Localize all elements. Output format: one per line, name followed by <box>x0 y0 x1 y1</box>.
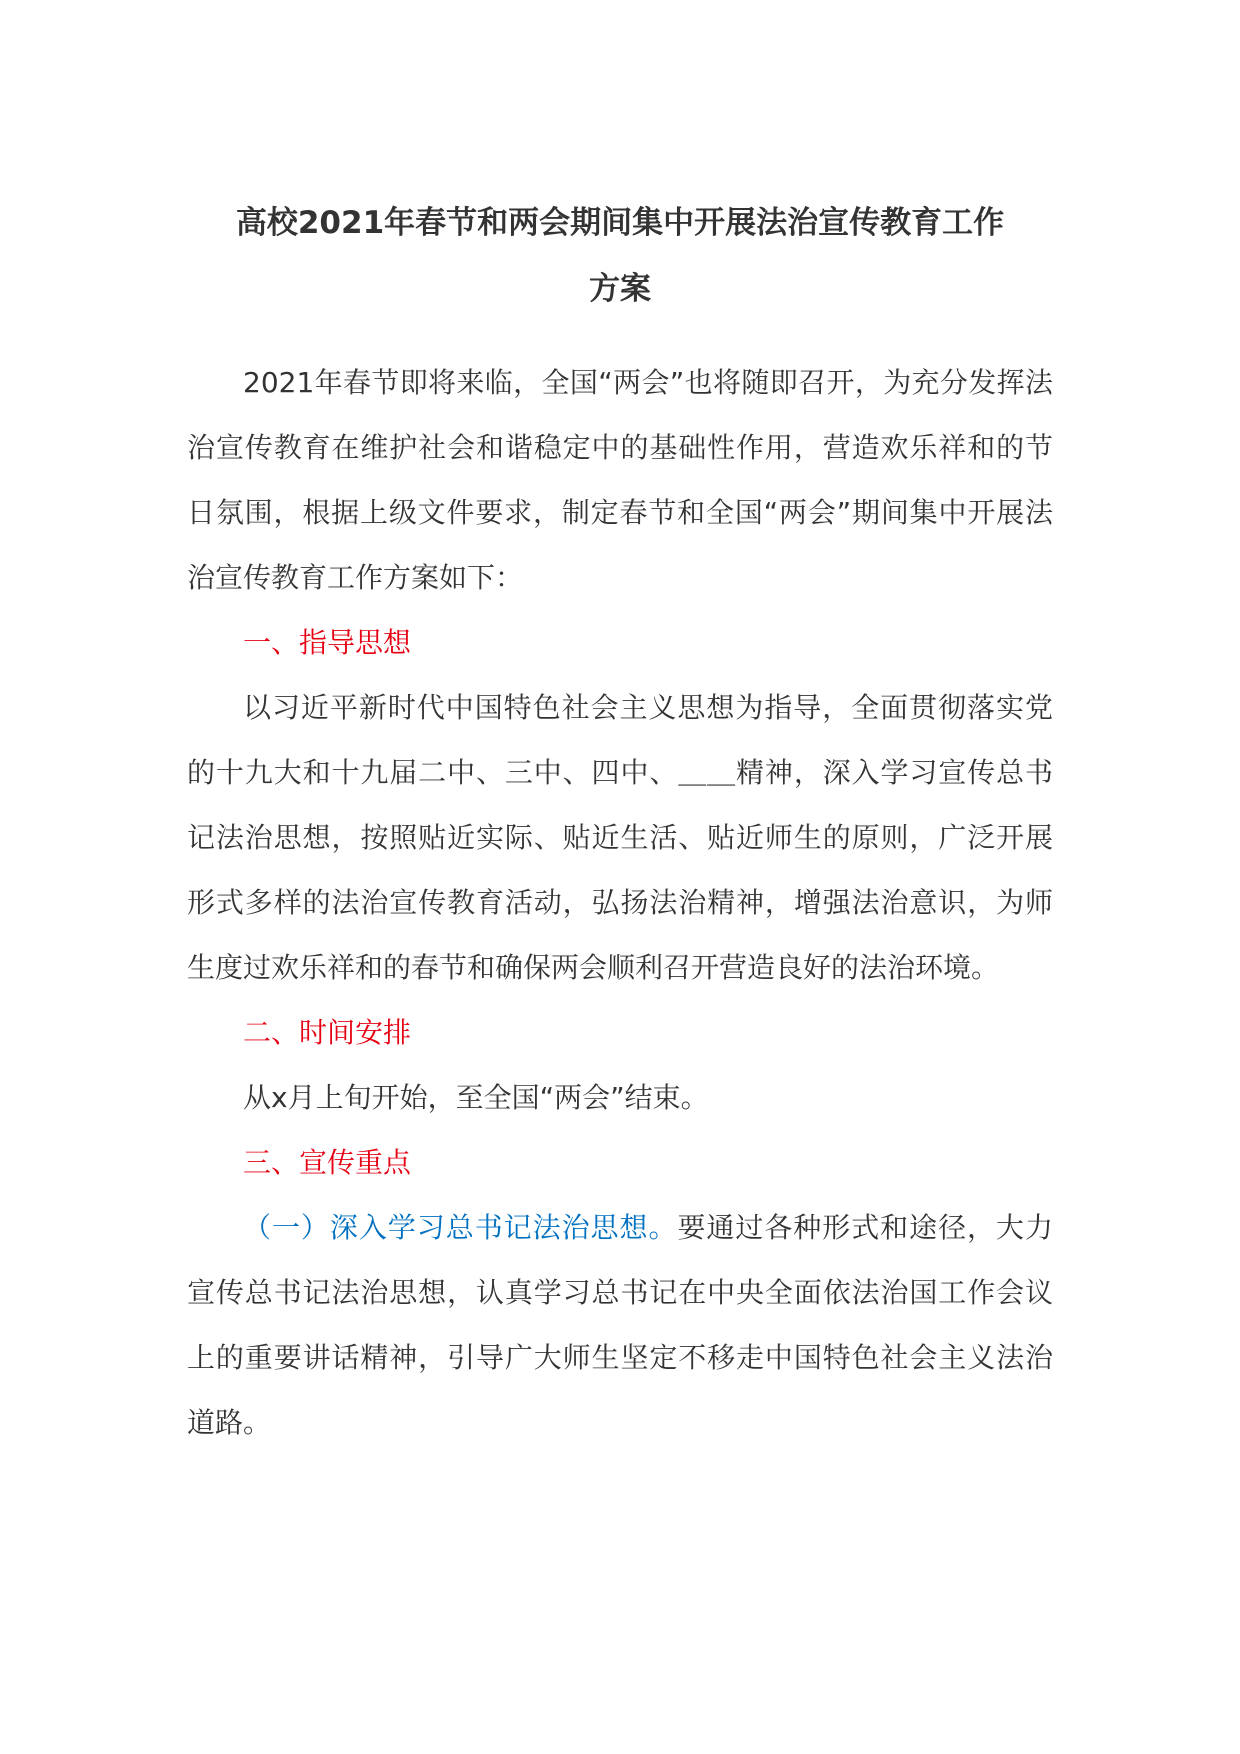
section-heading-schedule: 二、时间安排 <box>243 1016 412 1049</box>
document-content <box>187 190 1053 1455</box>
document-title-line-1: 高校2021年春节和两会期间集中开展法治宣传教育工作 <box>235 205 1005 241</box>
focus-item-1-text: 要通过各种形式和途径，大力宣传总书记法治思想，认真学习总书记在中央全面依法治国工作会议上的重要讲话精神，引导广大师生坚定不移走中国特色社会主义法治道路。 <box>187 1211 1053 1439</box>
section-paragraph-focus-item-1 <box>187 1195 1053 1455</box>
document-title <box>187 190 1053 322</box>
focus-item-1-heading: （一）深入学习总书记法治思想。 <box>243 1211 678 1244</box>
section-paragraph-schedule: 从x月上旬开始，至全国“两会”结束。 <box>243 1081 709 1114</box>
document-body <box>187 350 1053 1455</box>
section-paragraph-guiding-ideology: 以习近平新时代中国特色社会主义思想为指导，全面贯彻落实党的十九大和十九届二中、三中、四中、＿＿精神，深入学习宣传总书记法治思想，按照贴近实际、贴近生活、贴近师生的原则，广泛开展形式多样的法治宣传教育活动，弘扬法治精神，增强法治意识，为师生度过欢乐祥和的春节和确保两会顺利召开营造良好的法治环境。 <box>187 691 1053 984</box>
document-title-line-2: 方案 <box>589 271 651 307</box>
section-heading-publicity-focus: 三、宣传重点 <box>243 1146 412 1179</box>
section-heading-guiding-ideology: 一、指导思想 <box>243 626 412 659</box>
intro-paragraph: 2021年春节即将来临，全国“两会”也将随即召开，为充分发挥法治宣传教育在维护社会和谐稳定中的基础性作用，营造欢乐祥和的节日氛围，根据上级文件要求，制定春节和全国“两会”期间集中开展法治宣传教育工作方案如下： <box>187 366 1053 594</box>
